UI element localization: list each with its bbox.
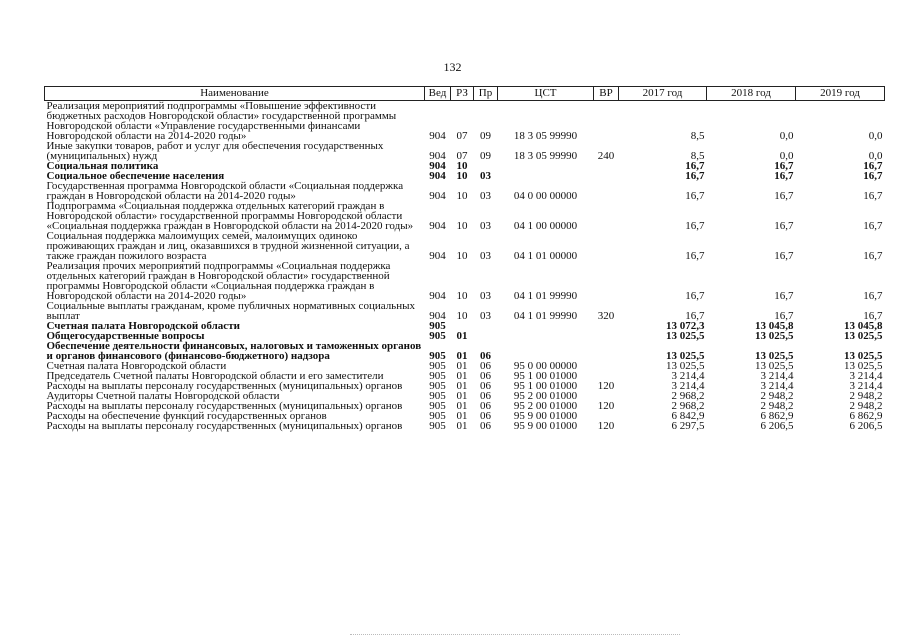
cell-pr: 03 xyxy=(480,290,491,302)
cell-pr: 06 xyxy=(480,410,491,422)
cell-ved: 904 xyxy=(429,170,446,182)
table-row xyxy=(45,201,885,231)
cell-y2019: 13 045,8 xyxy=(844,320,883,332)
table-row xyxy=(45,421,885,431)
cell-name: Расходы на выплаты персоналу государственных (муниципальных) органов xyxy=(46,420,403,432)
cell-cst: 04 1 00 00000 xyxy=(513,220,578,232)
cell-y2018: 2 948,2 xyxy=(760,390,794,402)
cell-y2018: 0,0 xyxy=(779,130,794,142)
cell-vr xyxy=(594,181,619,201)
cell-cst: 04 0 00 00000 xyxy=(513,190,578,202)
cell-vr xyxy=(594,231,619,261)
cell-cst xyxy=(498,321,594,331)
cell-y2018: 6 862,9 xyxy=(760,410,794,422)
cell-cst: 04 1 01 99990 xyxy=(513,310,578,322)
cell-name: Председатель Счетной палаты Новгородской области и его заместители xyxy=(46,370,384,382)
cell-name: Обеспечение деятельности финансовых, налоговых и таможенных органов и органов финансового (финансово-бюджетного) надзора xyxy=(46,340,422,362)
cell-y2017: 8,5 xyxy=(690,150,705,162)
header-2018: 2018 год xyxy=(707,87,796,101)
cell-y2017: 2 968,2 xyxy=(671,390,705,402)
cell-cst xyxy=(498,171,594,181)
cell-y2019: 16,7 xyxy=(863,310,883,322)
cell-name: Расходы на обеспечение функций государственных органов xyxy=(46,410,327,422)
cell-vr xyxy=(594,161,619,171)
header-name: Наименование xyxy=(45,87,425,101)
cell-pr: 06 xyxy=(480,360,491,372)
header-cst: ЦСТ xyxy=(498,87,594,101)
cell-name: Реализация мероприятий подпрограммы «Повышение эффективности бюджетных расходов Новгородской области» государственной программы Новгородской области «Управление государственными финансами Новгородской области на 2014-2020 годы» xyxy=(46,100,397,142)
header-ved: Вед xyxy=(425,87,451,101)
cell-ved: 905 xyxy=(429,360,446,372)
cell-ved: 905 xyxy=(429,390,446,402)
cell-name: Общегосударственные вопросы xyxy=(46,330,205,342)
cell-y2019: 3 214,4 xyxy=(849,380,883,392)
bottom-rule xyxy=(350,634,680,635)
cell-rz: 01 xyxy=(456,380,468,392)
cell-y2018: 16,7 xyxy=(774,310,794,322)
cell-vr: 320 xyxy=(597,310,615,322)
cell-ved: 905 xyxy=(429,320,446,332)
cell-y2018: 16,7 xyxy=(774,290,794,302)
cell-y2018: 0,0 xyxy=(779,150,794,162)
header-vr: ВР xyxy=(594,87,619,101)
cell-cst xyxy=(498,341,594,361)
cell-y2018: 13 045,8 xyxy=(755,320,794,332)
cell-name: Социальная поддержка малоимущих семей, малоимущих одиноко проживающих граждан и лиц, оказавшихся в трудной жизненной ситуации, а также граждан пожилого возраста xyxy=(46,230,410,262)
cell-y2018: 13 025,5 xyxy=(755,330,794,342)
cell-rz: 10 xyxy=(456,190,468,202)
cell-pr: 06 xyxy=(480,350,491,362)
cell-y2018: 13 025,5 xyxy=(755,360,794,372)
cell-name: Расходы на выплаты персоналу государственных (муниципальных) органов xyxy=(46,380,403,392)
cell-y2019: 16,7 xyxy=(863,220,883,232)
cell-vr: 240 xyxy=(597,150,615,162)
cell-cst: 04 1 01 00000 xyxy=(513,250,578,262)
cell-rz: 01 xyxy=(456,350,468,362)
table-row xyxy=(45,231,885,261)
cell-name: Подпрограмма «Социальная поддержка отдельных категорий граждан в Новгородской области» государственной программы Новгородской области «Социальная поддержка граждан в Новгородской области на 2014-2020 годы» xyxy=(46,200,414,232)
cell-vr xyxy=(594,201,619,231)
cell-pr: 06 xyxy=(480,370,491,382)
table-row xyxy=(45,301,885,321)
cell-y2019: 2 948,2 xyxy=(849,400,883,412)
cell-ved: 904 xyxy=(429,160,446,172)
cell-name: Аудиторы Счетной палаты Новгородской области xyxy=(46,390,280,402)
table-header-row xyxy=(45,87,885,101)
cell-vr xyxy=(594,331,619,341)
cell-y2017: 3 214,4 xyxy=(671,380,705,392)
cell-vr xyxy=(594,101,619,142)
cell-y2019: 16,7 xyxy=(863,290,883,302)
cell-cst: 95 2 00 01000 xyxy=(513,390,578,402)
cell-ved: 905 xyxy=(429,370,446,382)
cell-rz: 01 xyxy=(456,360,468,372)
header-2019: 2019 год xyxy=(796,87,885,101)
cell-y2017: 16,7 xyxy=(685,170,705,182)
cell-name: Государственная программа Новгородской области «Социальная поддержка граждан в Новгородской области на 2014-2020 годы» xyxy=(46,180,404,202)
table-row xyxy=(45,181,885,201)
cell-ved: 905 xyxy=(429,380,446,392)
cell-y2017: 13 025,5 xyxy=(666,350,705,362)
page-number: 132 xyxy=(443,60,462,74)
cell-pr: 06 xyxy=(480,400,491,412)
cell-ved: 904 xyxy=(429,190,446,202)
cell-y2019: 3 214,4 xyxy=(849,370,883,382)
cell-y2017: 13 025,5 xyxy=(666,360,705,372)
header-rz: РЗ xyxy=(451,87,474,101)
cell-rz: 01 xyxy=(456,420,468,432)
cell-ved: 904 xyxy=(429,130,446,142)
cell-vr xyxy=(594,361,619,371)
cell-rz: 10 xyxy=(456,160,468,172)
table-row xyxy=(45,141,885,161)
cell-pr xyxy=(474,321,498,331)
cell-y2018: 3 214,4 xyxy=(760,370,794,382)
cell-pr: 03 xyxy=(480,220,491,232)
cell-rz: 07 xyxy=(456,150,468,162)
cell-pr: 03 xyxy=(480,190,491,202)
cell-rz: 10 xyxy=(456,290,468,302)
cell-y2017: 16,7 xyxy=(685,190,705,202)
cell-rz: 10 xyxy=(456,220,468,232)
cell-rz: 10 xyxy=(456,310,468,322)
cell-rz: 01 xyxy=(456,410,468,422)
cell-y2019: 13 025,5 xyxy=(844,360,883,372)
cell-y2018: 3 214,4 xyxy=(760,380,794,392)
cell-name: Иные закупки товаров, работ и услуг для обеспечения государственных (муниципальных) нужд xyxy=(46,140,384,162)
cell-vr: 120 xyxy=(597,380,615,392)
cell-y2018: 16,7 xyxy=(774,170,794,182)
cell-y2018: 16,7 xyxy=(774,190,794,202)
cell-name: Социальные выплаты гражданам, кроме публичных нормативных социальных выплат xyxy=(46,300,415,322)
cell-y2017: 16,7 xyxy=(685,290,705,302)
cell-y2019: 0,0 xyxy=(868,130,883,142)
cell-pr: 06 xyxy=(480,420,491,432)
cell-ved: 904 xyxy=(429,220,446,232)
cell-cst: 95 1 00 01000 xyxy=(513,380,578,392)
cell-name: Социальное обеспечение населения xyxy=(46,170,225,182)
cell-name: Счетная палата Новгородской области xyxy=(46,320,240,332)
cell-rz: 10 xyxy=(456,250,468,262)
cell-cst xyxy=(498,331,594,341)
cell-cst: 95 1 00 01000 xyxy=(513,370,578,382)
cell-rz: 07 xyxy=(456,130,468,142)
cell-y2018: 16,7 xyxy=(774,220,794,232)
table-row xyxy=(45,101,885,142)
cell-rz: 01 xyxy=(456,330,468,342)
cell-y2019: 2 948,2 xyxy=(849,390,883,402)
cell-cst: 18 3 05 99990 xyxy=(513,150,578,162)
cell-y2019: 16,7 xyxy=(863,160,883,172)
cell-y2018: 2 948,2 xyxy=(760,400,794,412)
cell-ved: 904 xyxy=(429,250,446,262)
cell-y2019: 6 862,9 xyxy=(849,410,883,422)
cell-y2017: 6 842,9 xyxy=(671,410,705,422)
cell-y2017: 16,7 xyxy=(685,220,705,232)
cell-y2019: 16,7 xyxy=(863,170,883,182)
cell-rz: 01 xyxy=(456,370,468,382)
cell-pr: 03 xyxy=(480,170,491,182)
cell-y2019: 16,7 xyxy=(863,250,883,262)
cell-cst: 95 2 00 01000 xyxy=(513,400,578,412)
cell-ved: 905 xyxy=(429,410,446,422)
cell-vr xyxy=(594,171,619,181)
cell-ved: 905 xyxy=(429,420,446,432)
table-row xyxy=(45,261,885,301)
cell-y2019: 0,0 xyxy=(868,150,883,162)
cell-y2019: 13 025,5 xyxy=(844,330,883,342)
cell-vr: 120 xyxy=(597,420,615,432)
cell-name: Социальная политика xyxy=(46,160,159,172)
cell-y2017: 16,7 xyxy=(685,160,705,172)
cell-pr: 03 xyxy=(480,310,491,322)
cell-y2017: 13 072,3 xyxy=(666,320,705,332)
cell-name: Счетная палата Новгородской области xyxy=(46,360,227,372)
cell-rz: 10 xyxy=(456,170,468,182)
cell-pr: 06 xyxy=(480,390,491,402)
cell-pr xyxy=(474,331,498,341)
cell-vr xyxy=(594,321,619,331)
cell-y2019: 6 206,5 xyxy=(849,420,883,432)
cell-y2019: 16,7 xyxy=(863,190,883,202)
cell-y2017: 8,5 xyxy=(690,130,705,142)
cell-y2017: 2 968,2 xyxy=(671,400,705,412)
cell-vr xyxy=(594,341,619,361)
cell-y2017: 16,7 xyxy=(685,310,705,322)
cell-y2018: 6 206,5 xyxy=(760,420,794,432)
cell-rz: 01 xyxy=(456,400,468,412)
cell-y2017: 6 297,5 xyxy=(671,420,705,432)
cell-ved: 904 xyxy=(429,150,446,162)
cell-pr: 03 xyxy=(480,250,491,262)
cell-vr: 120 xyxy=(597,400,615,412)
table-body xyxy=(45,101,885,432)
cell-cst: 95 0 00 00000 xyxy=(513,360,578,372)
cell-vr xyxy=(594,261,619,301)
cell-y2019: 13 025,5 xyxy=(844,350,883,362)
table-row xyxy=(45,341,885,361)
cell-cst: 04 1 01 99990 xyxy=(513,290,578,302)
cell-y2018: 16,7 xyxy=(774,160,794,172)
cell-y2017: 16,7 xyxy=(685,250,705,262)
cell-pr: 09 xyxy=(480,130,491,142)
budget-table xyxy=(44,86,885,431)
cell-y2017: 3 214,4 xyxy=(671,370,705,382)
cell-pr: 09 xyxy=(480,150,491,162)
cell-cst: 95 9 00 01000 xyxy=(513,410,578,422)
cell-pr: 06 xyxy=(480,380,491,392)
cell-y2018: 13 025,5 xyxy=(755,350,794,362)
cell-cst xyxy=(498,161,594,171)
cell-name: Расходы на выплаты персоналу государственных (муниципальных) органов xyxy=(46,400,403,412)
cell-ved: 905 xyxy=(429,400,446,412)
cell-y2017: 13 025,5 xyxy=(666,330,705,342)
cell-ved: 904 xyxy=(429,310,446,322)
cell-name: Реализация прочих мероприятий подпрограммы «Социальная поддержка отдельных категорий граждан в Новгородской области» государственной программы Новгородской области «Социальная поддержка граждан в Новгородской области на 2014-2020 годы» xyxy=(46,260,391,302)
cell-ved: 905 xyxy=(429,330,446,342)
cell-ved: 905 xyxy=(429,350,446,362)
cell-rz: 01 xyxy=(456,390,468,402)
cell-cst: 18 3 05 99990 xyxy=(513,130,578,142)
cell-y2018: 16,7 xyxy=(774,250,794,262)
header-pr: Пр xyxy=(474,87,498,101)
cell-ved: 904 xyxy=(429,290,446,302)
cell-cst: 95 9 00 01000 xyxy=(513,420,578,432)
header-2017: 2017 год xyxy=(619,87,707,101)
